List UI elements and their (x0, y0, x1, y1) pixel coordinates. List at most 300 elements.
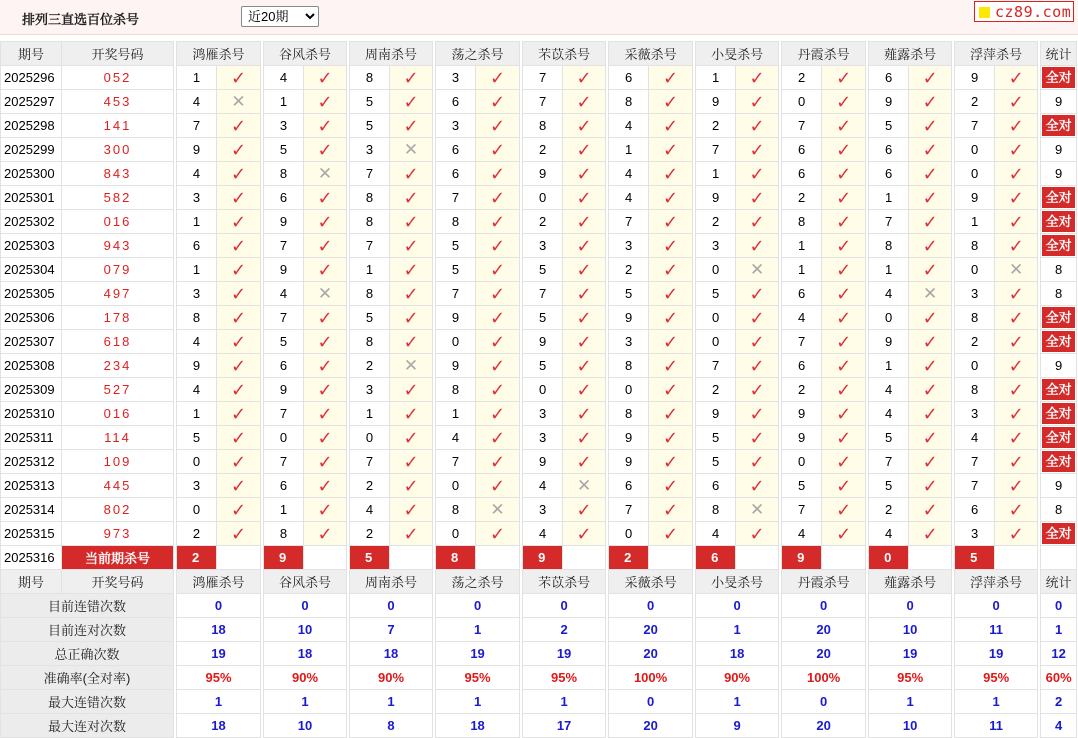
header-expert[interactable]: 浮萍杀号 (955, 570, 1038, 594)
check-icon: ✓ (403, 499, 419, 520)
check-icon: ✓ (403, 403, 419, 424)
check-icon: ✓ (836, 499, 852, 520)
check-icon: ✓ (403, 187, 419, 208)
all-correct-badge: 全对 (1042, 211, 1075, 232)
result-mark-cell (822, 210, 866, 234)
result-mark-cell (909, 498, 952, 522)
check-icon: ✓ (317, 427, 333, 448)
kill-number-cell: 6 (264, 354, 304, 378)
kill-number-cell: 1 (869, 354, 909, 378)
table-row (1, 186, 1077, 210)
header-expert[interactable]: 谷风杀号 (264, 42, 347, 66)
stat-value: 0 (177, 594, 261, 618)
period-cell: 2025300 (1, 162, 62, 186)
check-icon: ✓ (749, 331, 765, 352)
kill-number-cell: 0 (696, 330, 736, 354)
header-expert[interactable]: 薤露杀号 (869, 570, 952, 594)
header-expert[interactable]: 采薇杀号 (609, 570, 693, 594)
result-mark-cell (649, 474, 693, 498)
current-kill-number: 2 (609, 546, 649, 570)
result-mark-cell (563, 234, 606, 258)
period-cell: 2025315 (1, 522, 62, 546)
check-icon: ✓ (922, 307, 938, 328)
result-mark-cell (563, 450, 606, 474)
check-icon: ✓ (836, 67, 852, 88)
header-expert[interactable]: 周南杀号 (350, 570, 433, 594)
kill-number-cell: 9 (609, 450, 649, 474)
kill-number-cell: 5 (177, 426, 217, 450)
check-icon: ✓ (922, 211, 938, 232)
header-period: 期号 (1, 42, 62, 66)
result-mark-cell (563, 522, 606, 546)
result-mark-cell (649, 378, 693, 402)
header-expert[interactable]: 鸿雁杀号 (177, 570, 261, 594)
result-mark-cell (304, 90, 347, 114)
result-mark-cell (995, 138, 1038, 162)
empty-cell (217, 546, 261, 570)
stat-value: 1 (177, 690, 261, 714)
result-mark-cell (995, 522, 1038, 546)
current-period-row (1, 546, 1077, 570)
check-icon: ✓ (749, 187, 765, 208)
check-icon: ✓ (836, 115, 852, 136)
result-mark-cell (563, 210, 606, 234)
header-expert[interactable]: 小旻杀号 (696, 42, 779, 66)
draw-number-cell: 497 (62, 282, 174, 306)
check-icon: ✓ (749, 523, 765, 544)
check-icon: ✓ (663, 379, 679, 400)
check-icon: ✓ (663, 307, 679, 328)
kill-number-cell: 4 (869, 378, 909, 402)
kill-number-cell: 4 (523, 522, 563, 546)
kill-number-cell: 4 (436, 426, 476, 450)
check-icon: ✓ (836, 331, 852, 352)
result-mark-cell (909, 330, 952, 354)
stat-value: 0 (523, 594, 606, 618)
draw-number-cell: 843 (62, 162, 174, 186)
draw-number-cell: 453 (62, 90, 174, 114)
kill-number-cell: 8 (523, 114, 563, 138)
kill-number-cell: 0 (955, 258, 995, 282)
stat-value: 20 (609, 618, 693, 642)
stat-value: 2 (523, 618, 606, 642)
check-icon: ✓ (576, 67, 592, 88)
check-icon: ✓ (836, 187, 852, 208)
kill-number-cell: 5 (264, 330, 304, 354)
result-mark-cell (909, 522, 952, 546)
stat-cell: 8 (1041, 498, 1077, 522)
period-cell: 2025302 (1, 210, 62, 234)
kill-number-cell: 6 (782, 354, 822, 378)
result-mark-cell (390, 474, 433, 498)
stat-label: 最大连对次数 (1, 714, 174, 738)
result-mark-cell (822, 258, 866, 282)
stat-cell (1041, 378, 1077, 402)
result-mark-cell (304, 186, 347, 210)
kill-number-cell: 3 (350, 138, 390, 162)
stat-value: 95% (955, 666, 1038, 690)
result-mark-cell (563, 66, 606, 90)
kill-number-cell: 3 (696, 234, 736, 258)
stat-label: 最大连错次数 (1, 690, 174, 714)
all-correct-badge: 全对 (1042, 307, 1075, 328)
stat-cell: 9 (1041, 354, 1077, 378)
header-expert[interactable]: 周南杀号 (350, 42, 433, 66)
empty-cell (304, 546, 347, 570)
result-mark-cell (217, 114, 261, 138)
empty-cell (995, 546, 1038, 570)
result-mark-cell (995, 450, 1038, 474)
kill-number-cell: 1 (177, 402, 217, 426)
current-kill-number: 0 (869, 546, 909, 570)
result-mark-cell (563, 138, 606, 162)
stat-value: 95% (436, 666, 520, 690)
result-mark-cell (822, 234, 866, 258)
header-expert[interactable]: 谷风杀号 (264, 570, 347, 594)
header-expert[interactable]: 小旻杀号 (696, 570, 779, 594)
stat-cell: 9 (1041, 162, 1077, 186)
kill-number-cell: 0 (436, 522, 476, 546)
check-icon: ✓ (836, 259, 852, 280)
result-mark-cell (736, 498, 779, 522)
kill-number-cell: 7 (523, 66, 563, 90)
result-mark-cell (217, 186, 261, 210)
result-mark-cell (649, 522, 693, 546)
stat-cell (1041, 450, 1077, 474)
stat-cell (1041, 234, 1077, 258)
kill-number-cell: 2 (696, 114, 736, 138)
result-mark-cell (390, 522, 433, 546)
draw-number-cell: 618 (62, 330, 174, 354)
kill-number-cell: 5 (869, 474, 909, 498)
period-cell: 2025308 (1, 354, 62, 378)
table-row (1, 114, 1077, 138)
result-mark-cell (736, 426, 779, 450)
header-draw: 开奖号码 (62, 42, 174, 66)
kill-number-cell: 8 (436, 498, 476, 522)
result-mark-cell (909, 306, 952, 330)
kill-number-cell: 5 (696, 282, 736, 306)
table-row (1, 306, 1077, 330)
table-row (1, 426, 1077, 450)
result-mark-cell (995, 210, 1038, 234)
check-icon: ✓ (922, 235, 938, 256)
header-expert[interactable]: 采薇杀号 (609, 42, 693, 66)
stat-total: 2 (1041, 690, 1077, 714)
stat-cell (1041, 426, 1077, 450)
result-mark-cell (822, 474, 866, 498)
all-correct-badge: 全对 (1042, 331, 1075, 352)
kill-number-cell: 4 (609, 114, 649, 138)
check-icon: ✓ (230, 187, 247, 208)
result-mark-cell (822, 354, 866, 378)
stat-cell (1041, 114, 1077, 138)
table-row (1, 474, 1077, 498)
stat-value: 90% (264, 666, 347, 690)
stat-cell: 9 (1041, 474, 1077, 498)
kill-number-cell: 6 (609, 474, 649, 498)
kill-number-cell: 8 (955, 378, 995, 402)
header-draw: 开奖号码 (62, 570, 174, 594)
result-mark-cell (476, 210, 520, 234)
result-mark-cell (476, 162, 520, 186)
kill-number-cell: 7 (955, 114, 995, 138)
result-mark-cell (649, 90, 693, 114)
kill-number-cell: 8 (609, 402, 649, 426)
check-icon: ✓ (317, 115, 333, 136)
result-mark-cell (909, 354, 952, 378)
result-mark-cell (995, 66, 1038, 90)
check-icon: ✓ (663, 163, 679, 184)
kill-number-cell: 2 (523, 210, 563, 234)
result-mark-cell (909, 66, 952, 90)
check-icon: ✓ (403, 67, 419, 88)
header-expert[interactable]: 荡之杀号 (436, 570, 520, 594)
check-icon: ✓ (576, 403, 592, 424)
kill-number-cell: 7 (350, 234, 390, 258)
result-mark-cell (563, 426, 606, 450)
result-mark-cell (217, 210, 261, 234)
check-icon: ✓ (576, 355, 592, 376)
result-mark-cell (476, 450, 520, 474)
result-mark-cell (736, 210, 779, 234)
kill-number-cell: 5 (782, 474, 822, 498)
kill-number-cell: 4 (177, 90, 217, 114)
kill-number-cell: 7 (609, 210, 649, 234)
result-mark-cell (217, 426, 261, 450)
kill-number-cell: 6 (264, 186, 304, 210)
table-row (1, 90, 1077, 114)
header-stat: 统计 (1041, 42, 1077, 66)
period-cell: 2025314 (1, 498, 62, 522)
kill-number-cell: 3 (264, 114, 304, 138)
logo-square-icon (979, 7, 990, 18)
current-kill-number: 5 (955, 546, 995, 570)
stat-value: 18 (177, 714, 261, 738)
header-expert[interactable]: 薤露杀号 (869, 42, 952, 66)
result-mark-cell (304, 450, 347, 474)
result-mark-cell (909, 90, 952, 114)
result-mark-cell (995, 90, 1038, 114)
kill-number-cell: 0 (177, 450, 217, 474)
kill-number-cell: 0 (436, 330, 476, 354)
result-mark-cell (217, 354, 261, 378)
stat-value: 10 (264, 714, 347, 738)
kill-number-cell: 7 (696, 138, 736, 162)
kill-number-cell: 4 (264, 282, 304, 306)
draw-number-cell: 052 (62, 66, 174, 90)
kill-number-cell: 8 (782, 210, 822, 234)
check-icon: ✓ (663, 427, 679, 448)
check-icon: ✓ (1008, 211, 1024, 232)
stat-label: 目前连错次数 (1, 594, 174, 618)
result-mark-cell (304, 138, 347, 162)
result-mark-cell (909, 450, 952, 474)
kill-number-cell: 6 (609, 66, 649, 90)
check-icon: ✓ (836, 523, 852, 544)
kill-number-cell: 7 (264, 450, 304, 474)
table-row (1, 282, 1077, 306)
header-expert[interactable]: 荡之杀号 (436, 42, 520, 66)
kill-number-cell: 9 (869, 330, 909, 354)
stat-value: 18 (436, 714, 520, 738)
kill-number-cell: 8 (350, 282, 390, 306)
result-mark-cell (390, 258, 433, 282)
result-mark-cell (304, 426, 347, 450)
kill-number-cell: 7 (436, 186, 476, 210)
result-mark-cell (390, 114, 433, 138)
check-icon: ✓ (1008, 523, 1024, 544)
kill-number-cell: 1 (782, 234, 822, 258)
check-icon: ✓ (576, 451, 592, 472)
stat-cell (1041, 306, 1077, 330)
stat-value: 1 (350, 690, 433, 714)
result-mark-cell (563, 354, 606, 378)
check-icon: ✓ (663, 331, 679, 352)
kill-number-cell: 2 (955, 90, 995, 114)
period-cell: 2025312 (1, 450, 62, 474)
kill-number-cell: 3 (523, 426, 563, 450)
current-kill-number: 2 (177, 546, 217, 570)
check-icon: ✓ (663, 475, 679, 496)
stat-value: 0 (782, 594, 866, 618)
header-expert[interactable]: 丹霞杀号 (782, 42, 866, 66)
period-cell: 2025305 (1, 282, 62, 306)
kill-number-cell: 0 (523, 186, 563, 210)
stat-value: 10 (869, 618, 952, 642)
check-icon: ✓ (230, 499, 247, 520)
check-icon: ✓ (490, 235, 506, 256)
result-mark-cell (649, 402, 693, 426)
check-icon: ✓ (317, 187, 333, 208)
result-mark-cell (995, 162, 1038, 186)
check-icon: ✓ (663, 523, 679, 544)
result-mark-cell (476, 186, 520, 210)
kill-number-cell: 9 (869, 90, 909, 114)
header-expert[interactable]: 芣苡杀号 (523, 570, 606, 594)
kill-number-cell: 2 (782, 186, 822, 210)
header-expert[interactable]: 丹霞杀号 (782, 570, 866, 594)
check-icon: ✓ (317, 235, 333, 256)
result-mark-cell (217, 378, 261, 402)
stat-label: 准确率(全对率) (1, 666, 174, 690)
header-expert[interactable]: 浮萍杀号 (955, 42, 1038, 66)
result-mark-cell (217, 450, 261, 474)
table-row (1, 522, 1077, 546)
check-icon: ✓ (922, 379, 938, 400)
cross-icon: ✕ (576, 476, 592, 495)
result-mark-cell (563, 330, 606, 354)
result-mark-cell (909, 426, 952, 450)
logo-text: cz89.com (995, 3, 1072, 21)
stat-value: 0 (782, 690, 866, 714)
kill-number-cell: 3 (436, 114, 476, 138)
result-mark-cell (304, 378, 347, 402)
all-correct-badge: 全对 (1042, 115, 1075, 136)
kill-number-cell: 3 (350, 378, 390, 402)
check-icon: ✓ (1008, 91, 1024, 112)
draw-number-cell: 527 (62, 378, 174, 402)
check-icon: ✓ (1008, 235, 1024, 256)
stat-row (1, 618, 1077, 642)
range-select[interactable] (241, 6, 319, 27)
check-icon: ✓ (576, 283, 592, 304)
result-mark-cell (304, 258, 347, 282)
cross-icon: ✕ (403, 356, 419, 375)
result-mark-cell (649, 450, 693, 474)
header-expert[interactable]: 芣苡杀号 (523, 42, 606, 66)
check-icon: ✓ (490, 379, 506, 400)
kill-number-cell: 3 (177, 282, 217, 306)
kill-number-cell: 4 (350, 498, 390, 522)
result-mark-cell (390, 282, 433, 306)
table-row (1, 378, 1077, 402)
result-mark-cell (736, 354, 779, 378)
kill-number-cell: 7 (782, 498, 822, 522)
kill-number-cell: 8 (696, 498, 736, 522)
kill-number-cell: 3 (609, 234, 649, 258)
header-expert[interactable]: 鸿雁杀号 (177, 42, 261, 66)
check-icon: ✓ (490, 163, 506, 184)
kill-number-cell: 5 (696, 450, 736, 474)
kill-number-cell: 8 (869, 234, 909, 258)
check-icon: ✓ (403, 163, 419, 184)
result-mark-cell (736, 378, 779, 402)
stat-value: 1 (523, 690, 606, 714)
stat-value: 1 (264, 690, 347, 714)
site-logo[interactable] (974, 1, 1074, 22)
kill-number-cell: 1 (177, 258, 217, 282)
kill-number-cell: 5 (350, 114, 390, 138)
result-mark-cell (822, 66, 866, 90)
kill-number-cell: 9 (523, 330, 563, 354)
kill-number-cell: 5 (696, 426, 736, 450)
result-mark-cell (390, 306, 433, 330)
result-mark-cell (217, 522, 261, 546)
check-icon: ✓ (663, 451, 679, 472)
result-mark-cell (217, 90, 261, 114)
result-mark-cell (822, 402, 866, 426)
check-icon: ✓ (490, 67, 506, 88)
result-mark-cell (995, 186, 1038, 210)
stat-value: 0 (609, 594, 693, 618)
check-icon: ✓ (403, 523, 419, 544)
result-mark-cell (909, 234, 952, 258)
check-icon: ✓ (230, 451, 247, 472)
result-mark-cell (909, 402, 952, 426)
check-icon: ✓ (836, 163, 852, 184)
kill-number-cell: 5 (609, 282, 649, 306)
check-icon: ✓ (317, 499, 333, 520)
kill-number-cell: 7 (264, 234, 304, 258)
result-mark-cell (217, 234, 261, 258)
stat-value: 19 (955, 642, 1038, 666)
stat-cell: 8 (1041, 258, 1077, 282)
kill-number-cell: 7 (350, 450, 390, 474)
result-mark-cell (476, 498, 520, 522)
draw-number-cell: 016 (62, 210, 174, 234)
stat-total: 12 (1041, 642, 1077, 666)
stat-value: 0 (955, 594, 1038, 618)
kill-number-cell: 4 (523, 474, 563, 498)
result-mark-cell (822, 186, 866, 210)
check-icon: ✓ (403, 427, 419, 448)
check-icon: ✓ (230, 163, 247, 184)
result-mark-cell (563, 186, 606, 210)
check-icon: ✓ (1008, 67, 1024, 88)
kill-number-cell: 9 (696, 186, 736, 210)
current-kill-label: 当前期杀号 (62, 546, 174, 570)
